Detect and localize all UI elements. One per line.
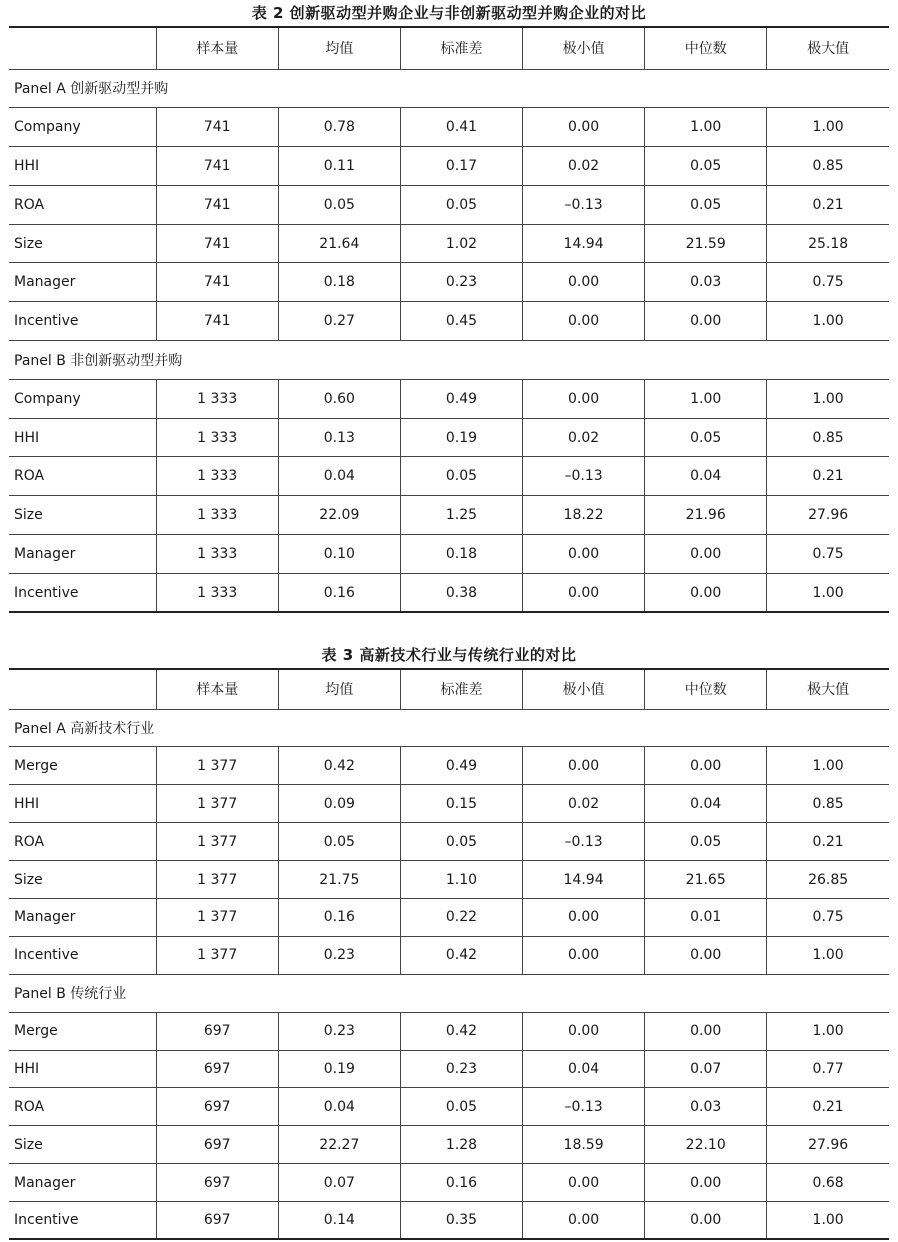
stat-value: 0.00 xyxy=(645,936,767,974)
stat-value: 0.05 xyxy=(278,185,400,224)
stat-value: 0.19 xyxy=(400,418,522,457)
stat-value: 18.22 xyxy=(523,496,645,535)
stat-value: 0.04 xyxy=(645,785,767,823)
table-row xyxy=(9,302,889,341)
variable-name: Manager xyxy=(9,898,156,936)
stat-value: 0.00 xyxy=(645,302,767,341)
panel-title-row xyxy=(9,974,889,1012)
stat-value: 1 377 xyxy=(156,861,278,899)
stat-value: 1 333 xyxy=(156,379,278,418)
stat-value: 0.75 xyxy=(767,898,889,936)
stat-value: 0.00 xyxy=(645,747,767,785)
stat-value: 0.04 xyxy=(278,457,400,496)
stat-value: 18.59 xyxy=(523,1126,645,1164)
stat-value: 0.23 xyxy=(278,1012,400,1050)
variable-name: Incentive xyxy=(9,573,156,612)
table-row xyxy=(9,108,889,147)
stat-value: 741 xyxy=(156,147,278,186)
stat-value: 0.27 xyxy=(278,302,400,341)
stat-value: 741 xyxy=(156,263,278,302)
stat-value: 0.05 xyxy=(645,185,767,224)
stat-value: 22.27 xyxy=(278,1126,400,1164)
variable-name: Incentive xyxy=(9,1202,156,1240)
table-3 xyxy=(9,668,889,1240)
stat-value: 0.02 xyxy=(523,147,645,186)
stat-value: 0.00 xyxy=(523,1202,645,1240)
stat-value: 0.21 xyxy=(767,185,889,224)
variable-name: Incentive xyxy=(9,302,156,341)
table-row xyxy=(9,785,889,823)
table-row xyxy=(9,535,889,574)
variable-name: Size xyxy=(9,1126,156,1164)
stat-value: 741 xyxy=(156,185,278,224)
stat-value: 0.19 xyxy=(278,1050,400,1088)
stat-value: 1 377 xyxy=(156,823,278,861)
variable-name: Merge xyxy=(9,747,156,785)
column-header: 中位数 xyxy=(645,27,767,69)
stat-value: 26.85 xyxy=(767,861,889,899)
stat-value: 0.04 xyxy=(645,457,767,496)
stat-value: 0.09 xyxy=(278,785,400,823)
column-header: 标准差 xyxy=(400,669,522,709)
header-row xyxy=(9,27,889,69)
stat-value: 0.49 xyxy=(400,379,522,418)
stat-value: 0.05 xyxy=(400,457,522,496)
stat-value: 0.00 xyxy=(523,108,645,147)
stat-value: 0.05 xyxy=(400,823,522,861)
column-header: 样本量 xyxy=(156,27,278,69)
table-2-caption: 表 2 创新驱动型并购企业与非创新驱动型并购企业的对比 xyxy=(251,4,647,22)
variable-name: Size xyxy=(9,496,156,535)
column-header: 极小值 xyxy=(523,669,645,709)
stat-value: 0.17 xyxy=(400,147,522,186)
stat-value: 0.21 xyxy=(767,823,889,861)
stat-value: 1.00 xyxy=(767,1202,889,1240)
stat-value: 0.00 xyxy=(523,898,645,936)
stat-value: 0.07 xyxy=(278,1164,400,1202)
stat-value: 0.16 xyxy=(400,1164,522,1202)
table-row xyxy=(9,418,889,457)
table-row xyxy=(9,823,889,861)
panel-title: Panel A 创新驱动型并购 xyxy=(9,69,889,108)
stat-value: 0.22 xyxy=(400,898,522,936)
stat-value: 0.16 xyxy=(278,573,400,612)
table-row xyxy=(9,185,889,224)
stat-value: 697 xyxy=(156,1012,278,1050)
stat-value: 27.96 xyxy=(767,1126,889,1164)
stat-value: 0.03 xyxy=(645,1088,767,1126)
stat-value: 1 377 xyxy=(156,785,278,823)
stat-value: 1.25 xyxy=(400,496,522,535)
stat-value: 0.68 xyxy=(767,1164,889,1202)
table-row xyxy=(9,1088,889,1126)
stat-value: 0.05 xyxy=(645,147,767,186)
stat-value: 0.00 xyxy=(645,535,767,574)
stat-value: 0.18 xyxy=(400,535,522,574)
panel-title-row xyxy=(9,709,889,747)
variable-name: HHI xyxy=(9,1050,156,1088)
stat-value: 1 333 xyxy=(156,418,278,457)
stat-value: 0.00 xyxy=(523,535,645,574)
stat-value: 0.00 xyxy=(523,747,645,785)
table-row xyxy=(9,457,889,496)
stat-value: 0.85 xyxy=(767,418,889,457)
stat-value: 0.75 xyxy=(767,535,889,574)
stat-value: 0.05 xyxy=(278,823,400,861)
table-row xyxy=(9,224,889,263)
stat-value: 0.00 xyxy=(523,1164,645,1202)
stat-value: 0.10 xyxy=(278,535,400,574)
stat-value: 1 377 xyxy=(156,898,278,936)
stat-value: 697 xyxy=(156,1050,278,1088)
stat-value: 697 xyxy=(156,1126,278,1164)
column-header xyxy=(9,27,156,69)
stat-value: 21.65 xyxy=(645,861,767,899)
column-header: 极大值 xyxy=(767,27,889,69)
stat-value: –0.13 xyxy=(523,1088,645,1126)
column-header: 极大值 xyxy=(767,669,889,709)
panel-title: Panel A 高新技术行业 xyxy=(9,709,889,747)
column-header: 样本量 xyxy=(156,669,278,709)
stat-value: 0.00 xyxy=(645,1164,767,1202)
stat-value: 0.60 xyxy=(278,379,400,418)
stat-value: 0.00 xyxy=(645,1202,767,1240)
stat-value: 0.00 xyxy=(523,302,645,341)
variable-name: ROA xyxy=(9,185,156,224)
stat-value: 14.94 xyxy=(523,224,645,263)
stat-value: 1 333 xyxy=(156,457,278,496)
stat-value: 0.23 xyxy=(400,263,522,302)
table-row xyxy=(9,263,889,302)
stat-value: 22.09 xyxy=(278,496,400,535)
variable-name: ROA xyxy=(9,823,156,861)
variable-name: Merge xyxy=(9,1012,156,1050)
panel-title-row xyxy=(9,341,889,380)
table-row xyxy=(9,1164,889,1202)
stat-value: 1.00 xyxy=(767,573,889,612)
stat-value: 0.00 xyxy=(523,936,645,974)
stat-value: 21.75 xyxy=(278,861,400,899)
stat-value: 0.11 xyxy=(278,147,400,186)
variable-name: Manager xyxy=(9,263,156,302)
variable-name: Company xyxy=(9,379,156,418)
variable-name: HHI xyxy=(9,785,156,823)
stat-value: 27.96 xyxy=(767,496,889,535)
stat-value: 0.77 xyxy=(767,1050,889,1088)
stat-value: 0.00 xyxy=(645,1012,767,1050)
table-row xyxy=(9,496,889,535)
stat-value: 0.78 xyxy=(278,108,400,147)
variable-name: Incentive xyxy=(9,936,156,974)
column-header: 中位数 xyxy=(645,669,767,709)
column-header: 均值 xyxy=(278,27,400,69)
stat-value: 1 333 xyxy=(156,496,278,535)
stat-value: 0.38 xyxy=(400,573,522,612)
stat-value: 0.75 xyxy=(767,263,889,302)
stat-value: 1.00 xyxy=(767,108,889,147)
stat-value: 0.05 xyxy=(645,823,767,861)
stat-value: 14.94 xyxy=(523,861,645,899)
stat-value: –0.13 xyxy=(523,823,645,861)
variable-name: Manager xyxy=(9,535,156,574)
stat-value: 21.59 xyxy=(645,224,767,263)
stat-value: 0.14 xyxy=(278,1202,400,1240)
stat-value: 0.23 xyxy=(278,936,400,974)
stat-value: 0.03 xyxy=(645,263,767,302)
variable-name: ROA xyxy=(9,1088,156,1126)
stat-value: –0.13 xyxy=(523,457,645,496)
table-row xyxy=(9,898,889,936)
stat-value: 0.18 xyxy=(278,263,400,302)
stat-value: 697 xyxy=(156,1202,278,1240)
stat-value: 0.00 xyxy=(645,573,767,612)
stat-value: 21.96 xyxy=(645,496,767,535)
table-row xyxy=(9,379,889,418)
stat-value: 0.45 xyxy=(400,302,522,341)
stat-value: 741 xyxy=(156,108,278,147)
stat-value: 0.05 xyxy=(400,185,522,224)
stat-value: 0.04 xyxy=(278,1088,400,1126)
stat-value: 0.41 xyxy=(400,108,522,147)
variable-name: HHI xyxy=(9,418,156,457)
stat-value: 741 xyxy=(156,224,278,263)
stat-value: 0.07 xyxy=(645,1050,767,1088)
stat-value: 0.85 xyxy=(767,147,889,186)
stat-value: 22.10 xyxy=(645,1126,767,1164)
stat-value: 0.85 xyxy=(767,785,889,823)
table-row xyxy=(9,147,889,186)
stat-value: 0.42 xyxy=(400,936,522,974)
stat-value: 0.04 xyxy=(523,1050,645,1088)
column-header: 标准差 xyxy=(400,27,522,69)
stat-value: 1 377 xyxy=(156,936,278,974)
stat-value: 1.02 xyxy=(400,224,522,263)
stat-value: 0.42 xyxy=(278,747,400,785)
stat-value: 0.23 xyxy=(400,1050,522,1088)
stat-value: 741 xyxy=(156,302,278,341)
stat-value: 21.64 xyxy=(278,224,400,263)
stat-value: 697 xyxy=(156,1088,278,1126)
variable-name: HHI xyxy=(9,147,156,186)
panel-title-row xyxy=(9,69,889,108)
table-3-caption: 表 3 高新技术行业与传统行业的对比 xyxy=(321,646,577,664)
stat-value: 1.00 xyxy=(645,379,767,418)
stat-value: 0.21 xyxy=(767,1088,889,1126)
variable-name: Manager xyxy=(9,1164,156,1202)
stat-value: 0.00 xyxy=(523,573,645,612)
stat-value: –0.13 xyxy=(523,185,645,224)
table-row xyxy=(9,1050,889,1088)
variable-name: Company xyxy=(9,108,156,147)
header-row xyxy=(9,669,889,709)
stat-value: 1.28 xyxy=(400,1126,522,1164)
stat-value: 0.15 xyxy=(400,785,522,823)
table-row xyxy=(9,1126,889,1164)
stat-value: 0.05 xyxy=(400,1088,522,1126)
stat-value: 0.05 xyxy=(645,418,767,457)
variable-name: Size xyxy=(9,861,156,899)
stat-value: 1 333 xyxy=(156,535,278,574)
table-row xyxy=(9,573,889,612)
variable-name: ROA xyxy=(9,457,156,496)
stat-value: 1.00 xyxy=(767,302,889,341)
stat-value: 0.00 xyxy=(523,263,645,302)
stat-value: 0.21 xyxy=(767,457,889,496)
column-header: 均值 xyxy=(278,669,400,709)
stat-value: 25.18 xyxy=(767,224,889,263)
stat-value: 0.13 xyxy=(278,418,400,457)
stat-value: 0.35 xyxy=(400,1202,522,1240)
stat-value: 0.02 xyxy=(523,418,645,457)
table-row xyxy=(9,1202,889,1240)
stat-value: 0.00 xyxy=(523,379,645,418)
table-row xyxy=(9,861,889,899)
table-row xyxy=(9,936,889,974)
stat-value: 0.42 xyxy=(400,1012,522,1050)
stat-value: 0.01 xyxy=(645,898,767,936)
stat-value: 1.00 xyxy=(645,108,767,147)
table-row xyxy=(9,747,889,785)
stat-value: 1.00 xyxy=(767,747,889,785)
panel-title: Panel B 非创新驱动型并购 xyxy=(9,341,889,380)
stat-value: 0.02 xyxy=(523,785,645,823)
column-header xyxy=(9,669,156,709)
panel-title: Panel B 传统行业 xyxy=(9,974,889,1012)
stat-value: 1.00 xyxy=(767,936,889,974)
variable-name: Size xyxy=(9,224,156,263)
stat-value: 0.16 xyxy=(278,898,400,936)
stat-value: 1.00 xyxy=(767,379,889,418)
table-row xyxy=(9,1012,889,1050)
table-2 xyxy=(9,26,889,613)
stat-value: 1 377 xyxy=(156,747,278,785)
column-header: 极小值 xyxy=(523,27,645,69)
stat-value: 1 333 xyxy=(156,573,278,612)
stat-value: 0.00 xyxy=(523,1012,645,1050)
stat-value: 1.10 xyxy=(400,861,522,899)
stat-value: 697 xyxy=(156,1164,278,1202)
stat-value: 1.00 xyxy=(767,1012,889,1050)
stat-value: 0.49 xyxy=(400,747,522,785)
